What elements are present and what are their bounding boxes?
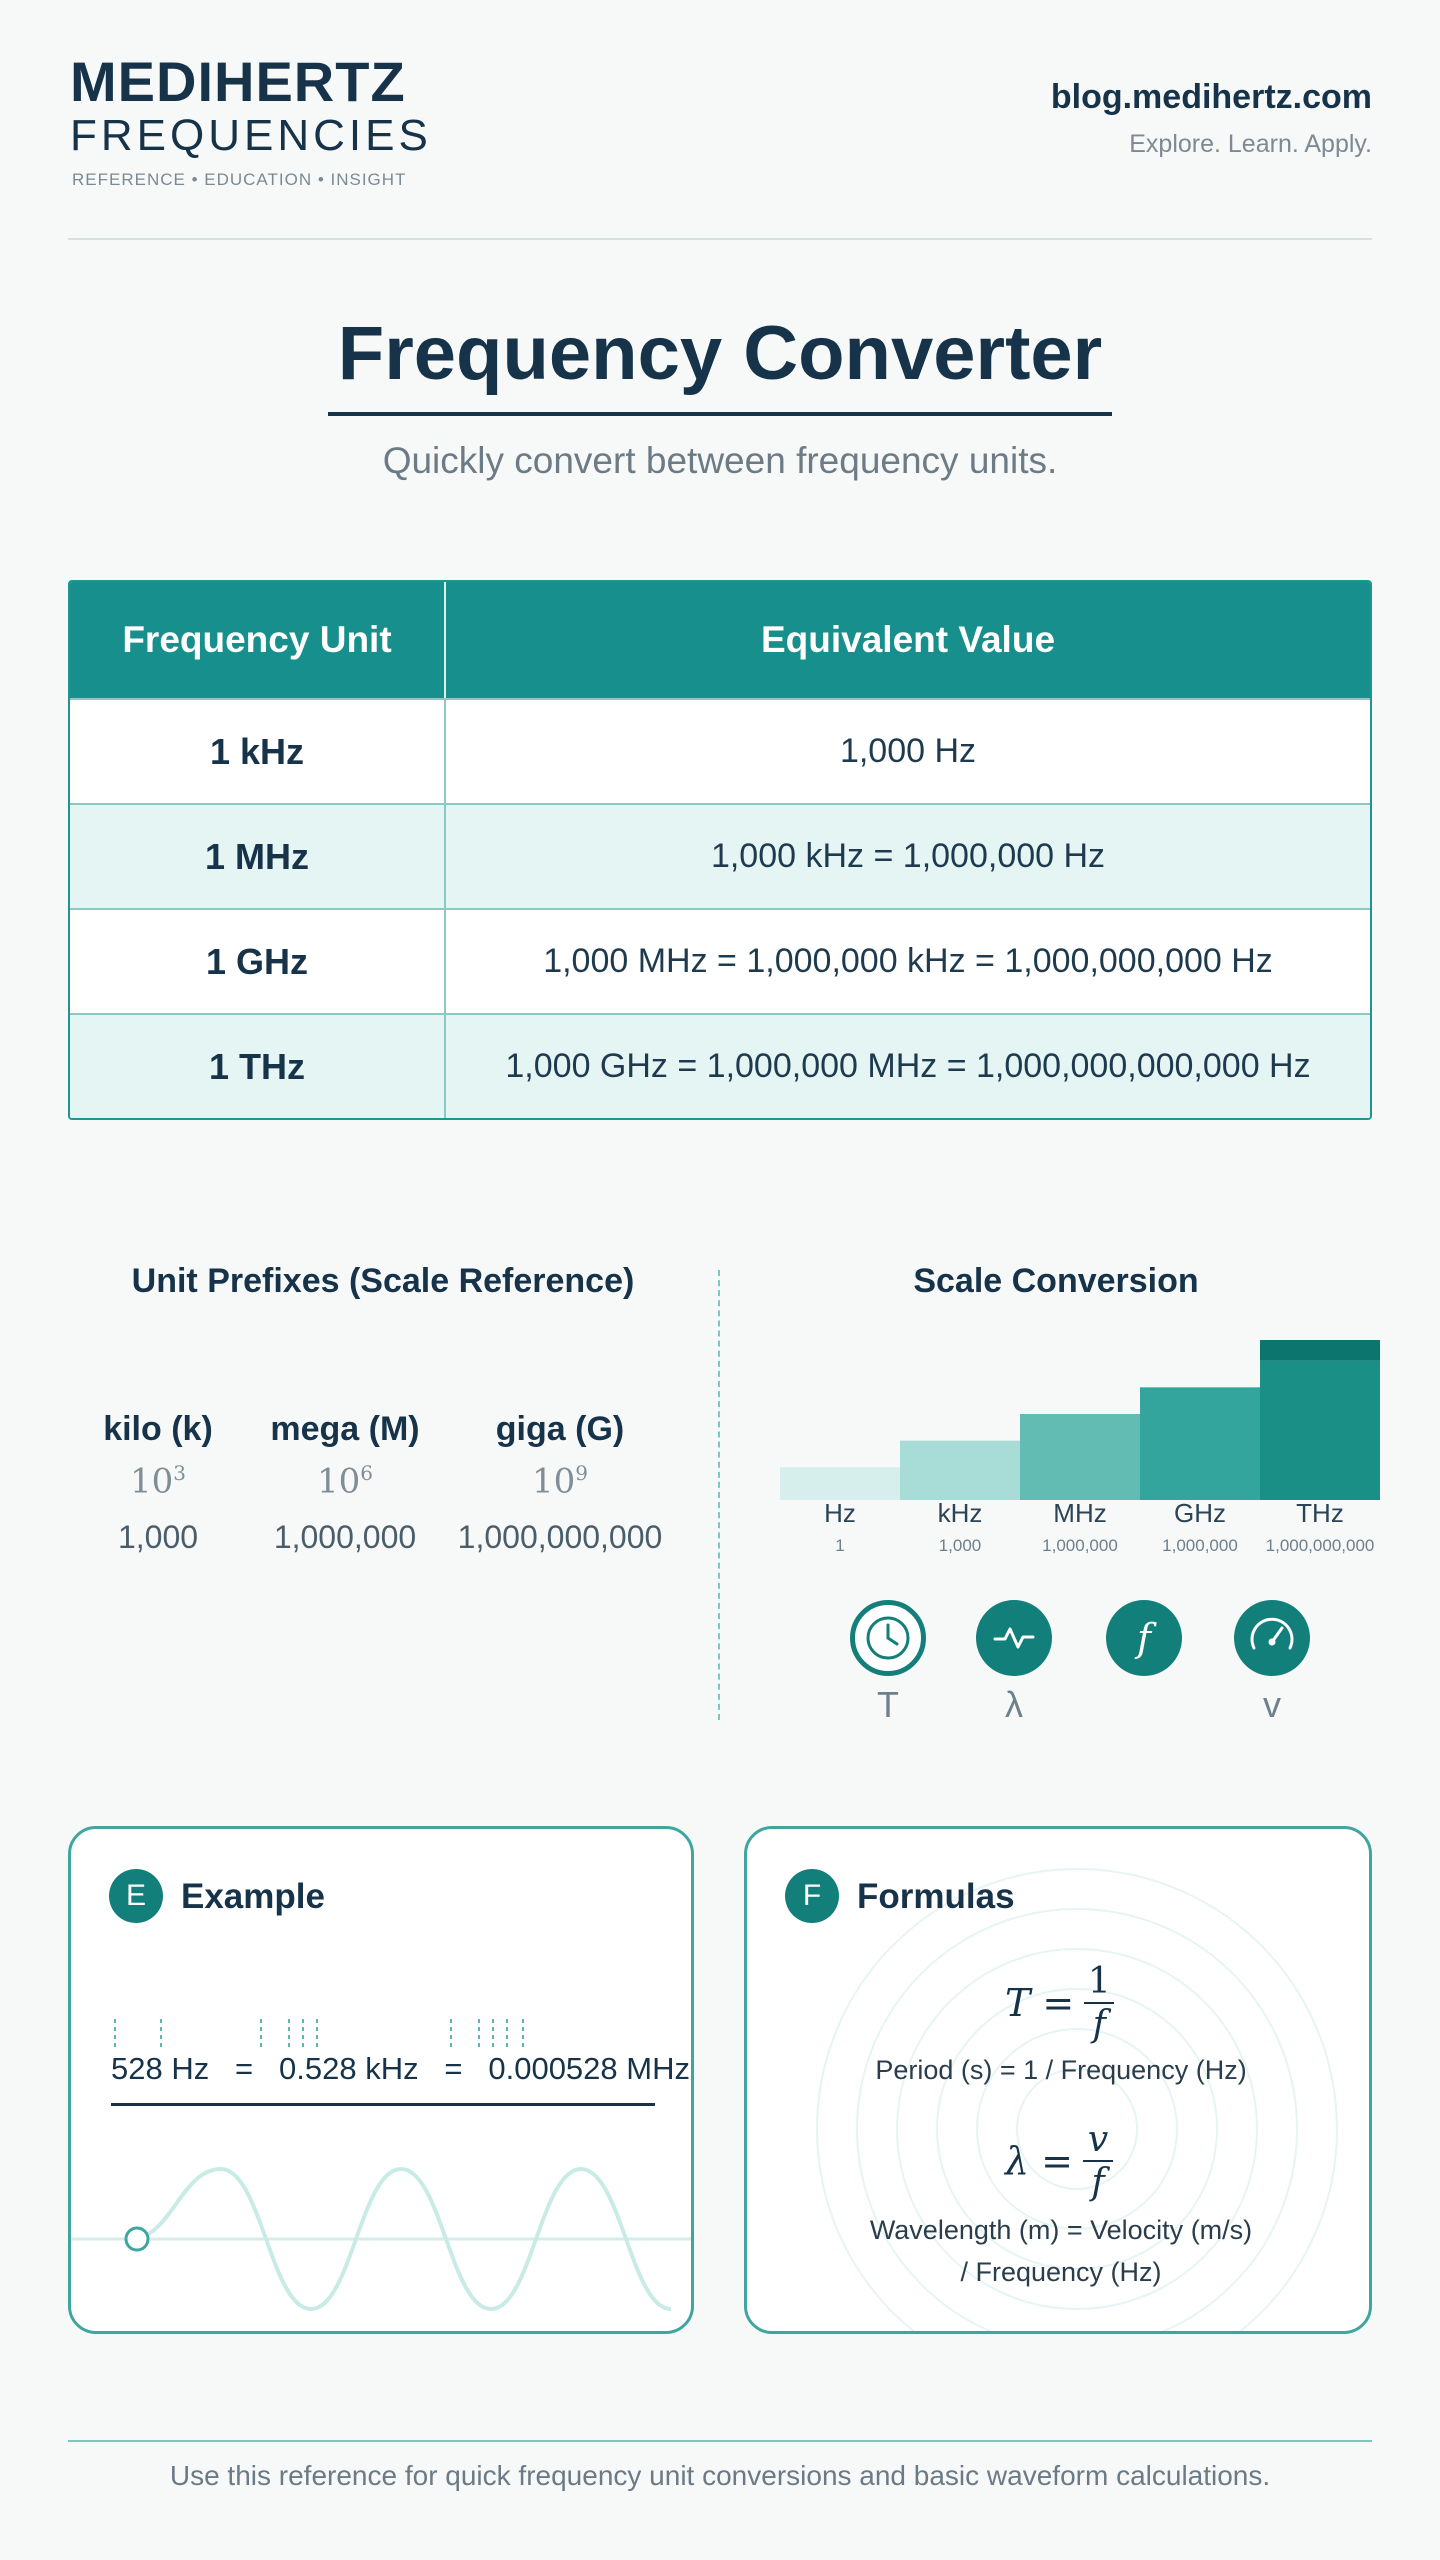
prefix-mega bbox=[250, 1410, 440, 1556]
table-row bbox=[70, 1013, 1370, 1118]
scale-bar-sublabel: 1,000,000 bbox=[1162, 1536, 1238, 1555]
wavelength-formula-text-2: / Frequency (Hz) bbox=[960, 2257, 1162, 2287]
formulas-badge: F bbox=[785, 1869, 839, 1923]
table-row bbox=[70, 803, 1370, 908]
scale-heading: Scale Conversion bbox=[913, 1262, 1199, 1300]
scale-bar-cap bbox=[1260, 1340, 1380, 1361]
prefix-giga bbox=[445, 1410, 675, 1556]
scale-bar-sublabel: 1,000 bbox=[938, 1536, 982, 1555]
table-cell-unit: 1 kHz bbox=[70, 700, 446, 803]
scale-bar-sublabel: 1,000,000,000 bbox=[1265, 1536, 1375, 1555]
prefix-name: giga (G) bbox=[495, 1410, 625, 1448]
title-underline bbox=[328, 412, 1112, 416]
scale-bar bbox=[1020, 1414, 1140, 1500]
table-row bbox=[70, 908, 1370, 1013]
period-formula: T = 1 f bbox=[1005, 1961, 1114, 2045]
prefix-value: 1,000,000 bbox=[273, 1519, 417, 1556]
wavelength-formula: λ = v f bbox=[1005, 2119, 1113, 2203]
scale-labels bbox=[780, 1498, 1380, 1568]
formulas-title: Formulas bbox=[857, 1877, 1015, 1916]
clock-icon bbox=[850, 1600, 926, 1676]
page-subtitle: Quickly convert between frequency units. bbox=[382, 440, 1058, 481]
site-url-link[interactable]: blog.medihertz.com bbox=[1050, 78, 1372, 116]
table-cell-unit: 1 GHz bbox=[70, 910, 446, 1013]
page-title: Frequency Converter bbox=[337, 311, 1103, 396]
table-header-unit: Frequency Unit bbox=[70, 582, 446, 698]
example-badge: E bbox=[109, 1869, 163, 1923]
symbol-velocity: v bbox=[1263, 1684, 1281, 1725]
period-formula-text: Period (s) = 1 / Frequency (Hz) bbox=[875, 2055, 1247, 2085]
brand-logo-sub: FREQUENCIES bbox=[70, 111, 432, 160]
prefix-name: mega (M) bbox=[270, 1410, 420, 1448]
footer-note: Use this reference for quick frequency unit conversions and basic waveform calculations. bbox=[169, 2460, 1271, 2491]
table-cell-value: 1,000 MHz = 1,000,000 kHz = 1,000,000,000 Hz bbox=[543, 942, 1273, 980]
table-cell-unit: 1 MHz bbox=[70, 805, 446, 908]
prefix-power: $10^3$ bbox=[130, 1461, 186, 1502]
table-header-value: Equivalent Value bbox=[760, 619, 1056, 660]
function-icon: f bbox=[1106, 1600, 1182, 1676]
symbol-wavelength: λ bbox=[1005, 1684, 1023, 1725]
scale-bar-label: GHz bbox=[1174, 1498, 1226, 1528]
scale-bar-label: Hz bbox=[824, 1498, 856, 1528]
prefix-power: $10^9$ bbox=[532, 1461, 588, 1502]
example-title: Example bbox=[181, 1877, 325, 1916]
scale-bar-label: kHz bbox=[937, 1498, 983, 1528]
scale-bar bbox=[1260, 1361, 1380, 1500]
sine-wave-decoration bbox=[71, 2159, 694, 2319]
example-equation: 528 Hz = 0.528 kHz = 0.000528 MHz bbox=[111, 2051, 690, 2086]
brand-tagline: REFERENCE • EDUCATION • INSIGHT bbox=[72, 170, 407, 189]
gauge-icon bbox=[1234, 1600, 1310, 1676]
example-card bbox=[68, 1826, 694, 2334]
prefix-value: 1,000,000,000 bbox=[457, 1519, 663, 1556]
prefix-power: $10^6$ bbox=[317, 1461, 373, 1502]
table-cell-value: 1,000 kHz = 1,000,000 Hz bbox=[710, 837, 1106, 875]
prefix-kilo bbox=[68, 1410, 248, 1556]
table-row bbox=[70, 698, 1370, 803]
prefix-name: kilo (k) bbox=[103, 1410, 213, 1448]
site-tagline: Explore. Learn. Apply. bbox=[1129, 130, 1372, 158]
symbol-period: T bbox=[877, 1684, 899, 1725]
formulas-card bbox=[744, 1826, 1372, 2334]
scale-bar-label: MHz bbox=[1053, 1498, 1107, 1528]
wavelength-formula-text-1: Wavelength (m) = Velocity (m/s) bbox=[869, 2215, 1253, 2245]
prefix-value: 1,000 bbox=[117, 1519, 199, 1556]
header-divider bbox=[68, 238, 1372, 240]
scale-bar bbox=[780, 1467, 900, 1500]
footer-divider bbox=[68, 2440, 1372, 2442]
prefixes-heading: Unit Prefixes (Scale Reference) bbox=[131, 1262, 635, 1300]
scale-bar bbox=[1140, 1387, 1260, 1500]
scale-bars bbox=[780, 1340, 1380, 1500]
table-cell-value: 1,000 Hz bbox=[839, 732, 977, 770]
scale-bar-sublabel: 1 bbox=[835, 1536, 845, 1555]
scale-bar-label: THz bbox=[1296, 1498, 1344, 1528]
table-cell-unit: 1 THz bbox=[70, 1015, 446, 1118]
conversion-table bbox=[68, 580, 1372, 1120]
section-divider bbox=[718, 1270, 720, 1720]
waveform-icon bbox=[976, 1600, 1052, 1676]
brand-logo-main: MEDIHERTZ bbox=[70, 50, 406, 113]
scale-bar bbox=[900, 1441, 1020, 1500]
example-underline bbox=[111, 2103, 655, 2106]
scale-bar-sublabel: 1,000,000 bbox=[1042, 1536, 1118, 1555]
table-header-row bbox=[70, 582, 1370, 698]
table-cell-value: 1,000 GHz = 1,000,000 MHz = 1,000,000,000,000 Hz bbox=[505, 1047, 1311, 1085]
